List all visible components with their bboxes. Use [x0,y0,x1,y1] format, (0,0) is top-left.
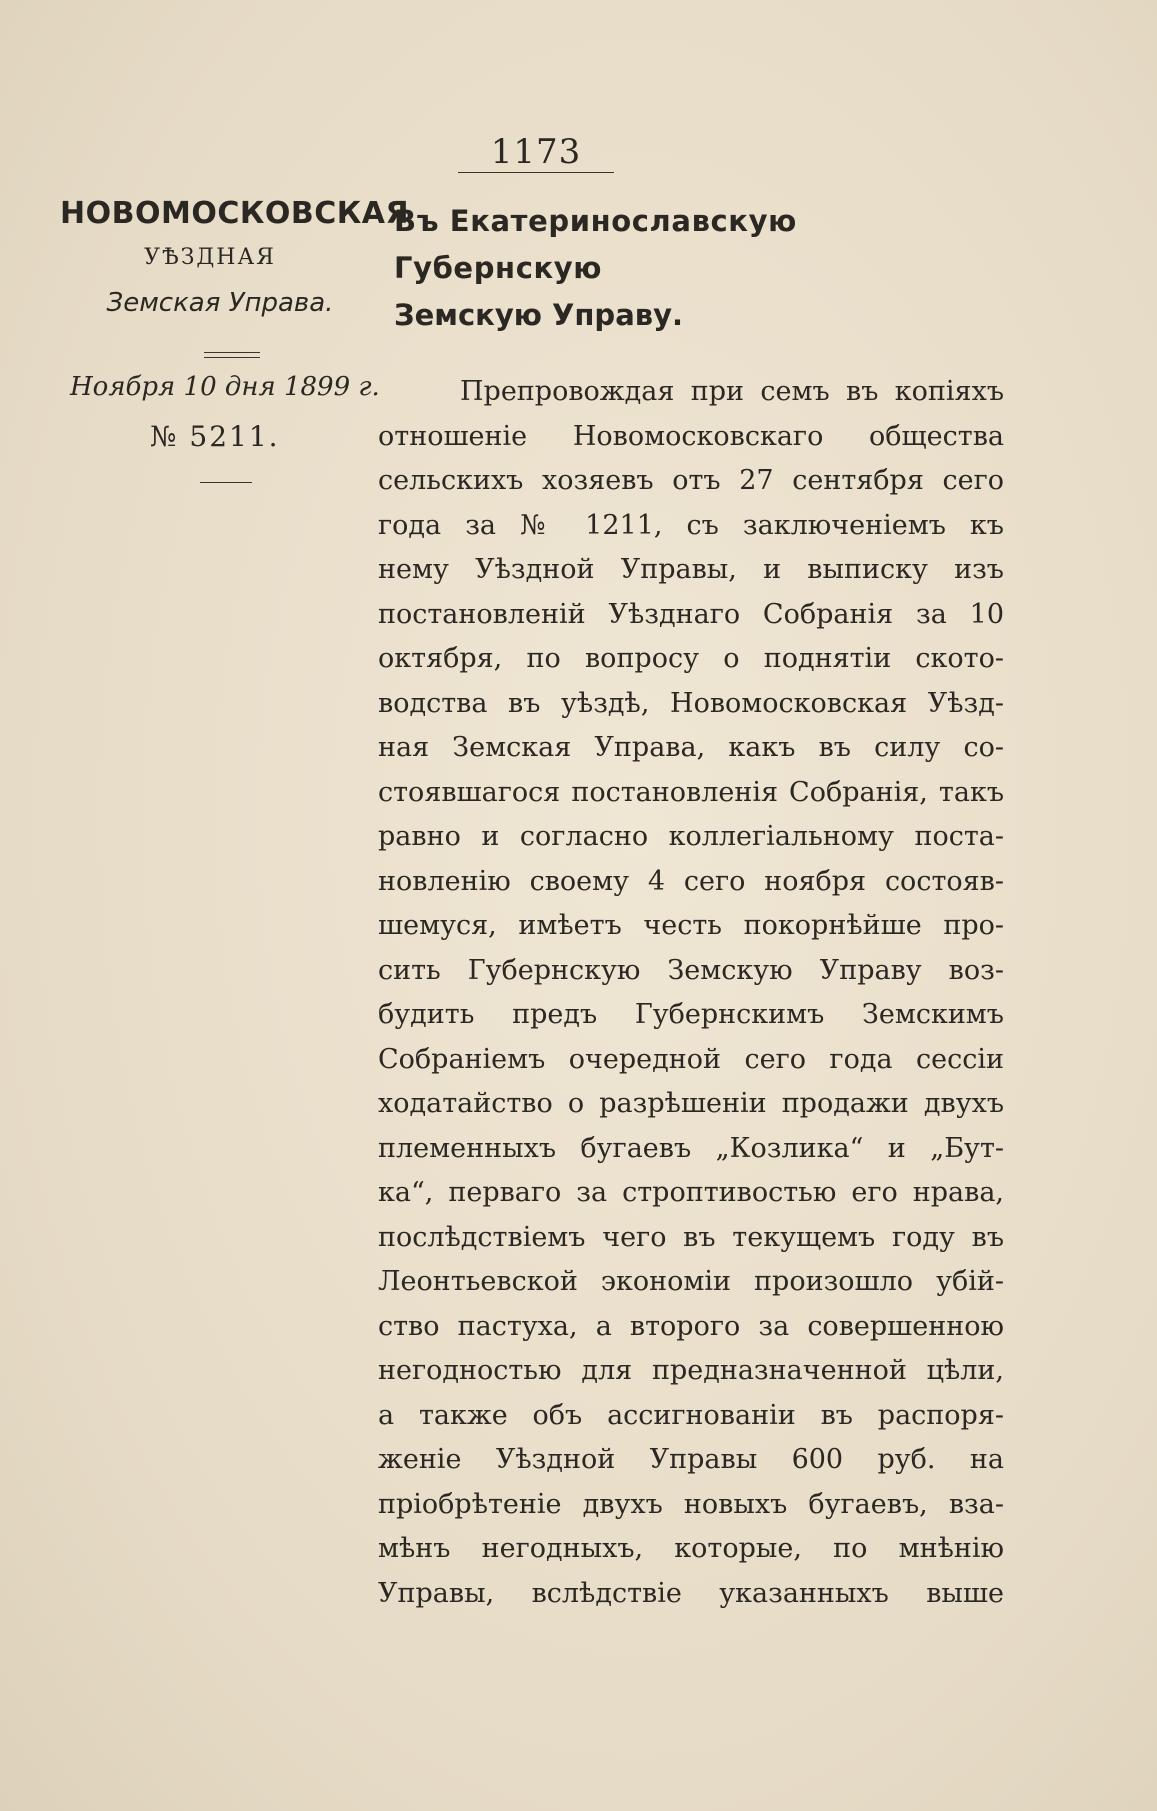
addressee-line: Земскую Управу. [394,298,684,332]
page-number: 1173 [490,132,582,172]
body-line: ка“, перваго за строптивостью его нрава, [378,1177,1004,1208]
short-rule-divider [200,482,252,483]
body-line: ство пастуха, а второго за совершенною [378,1310,1004,1342]
body-line: пріобрѣтеніе двухъ новыхъ бугаевъ, вза- [378,1488,1004,1520]
body-line: послѣдствіемъ чего въ текущемъ году въ [378,1221,1004,1253]
registration-number: № 5211. [150,420,280,453]
letter-date: Ноября 10 дня 1899 г. [70,372,380,402]
sender-block [60,196,410,318]
page-number-rule [458,172,614,173]
addressee-block [394,198,1014,339]
body-line: Собраніемъ очередной сего года сессіи [378,1043,1004,1075]
body-line: водства въ уѣздѣ, Новомосковская Уѣзд- [378,687,1004,719]
body-line: октября, по вопросу о поднятіи ското- [378,643,1004,674]
body-line: ная Земская Управа, какъ въ силу со- [378,732,1004,763]
body-line: отношеніе Новомосковскаго общества [378,420,1004,452]
body-line: негодностью для предназначенной цѣли, [378,1355,1004,1386]
body-line: новленію своему 4 сего ноября состояв- [378,865,1004,897]
body-line: года за № 1211, съ заключеніемъ къ [378,509,1004,541]
body-line: стоявшагося постановленія Собранія, такъ [378,776,1004,808]
body-line: сельскихъ хозяевъ отъ 27 сентября сего [378,465,1004,496]
double-rule-divider [204,352,260,358]
body-line: постановленій Уѣзднаго Собранія за 10 [378,598,1004,630]
sender-body: Земская Управа. [106,288,334,318]
letter-body [378,370,1004,1616]
body-line: сить Губернскую Земскую Управу воз- [378,954,1004,986]
body-line: нему Уѣздной Управы, и выписку изъ [378,554,1004,585]
body-line: ходатайство о разрѣшеніи продажи двухъ [378,1088,1004,1119]
body-line: Управы, вслѣдствіе указанныхъ выше [378,1577,1004,1609]
body-line: равно и согласно коллегіальному поста- [378,821,1004,852]
body-line: женіе Уѣздной Управы 600 руб. на [378,1444,1004,1475]
addressee-line: Въ Екатеринославскую Губернскую [394,204,797,285]
sender-type: УѢЗДНАЯ [144,245,276,270]
body-line: Леонтьевской экономіи произошло убій- [378,1266,1004,1297]
body-line: шемуся, имѣетъ честь покорнѣйше про- [378,910,1004,941]
body-line: а также объ ассигнованіи въ распоря- [378,1399,1004,1431]
body-line: Препровождая при семъ въ копіяхъ [460,376,1004,407]
body-line: будить предъ Губернскимъ Земскимъ [378,999,1004,1030]
body-line: мѣнъ негодныхъ, которые, по мнѣнію [378,1533,1004,1564]
body-line: племенныхъ бугаевъ „Козлика“ и „Бут- [378,1132,1004,1164]
sender-org: НОВОМОСКОВСКАЯ [60,196,410,231]
